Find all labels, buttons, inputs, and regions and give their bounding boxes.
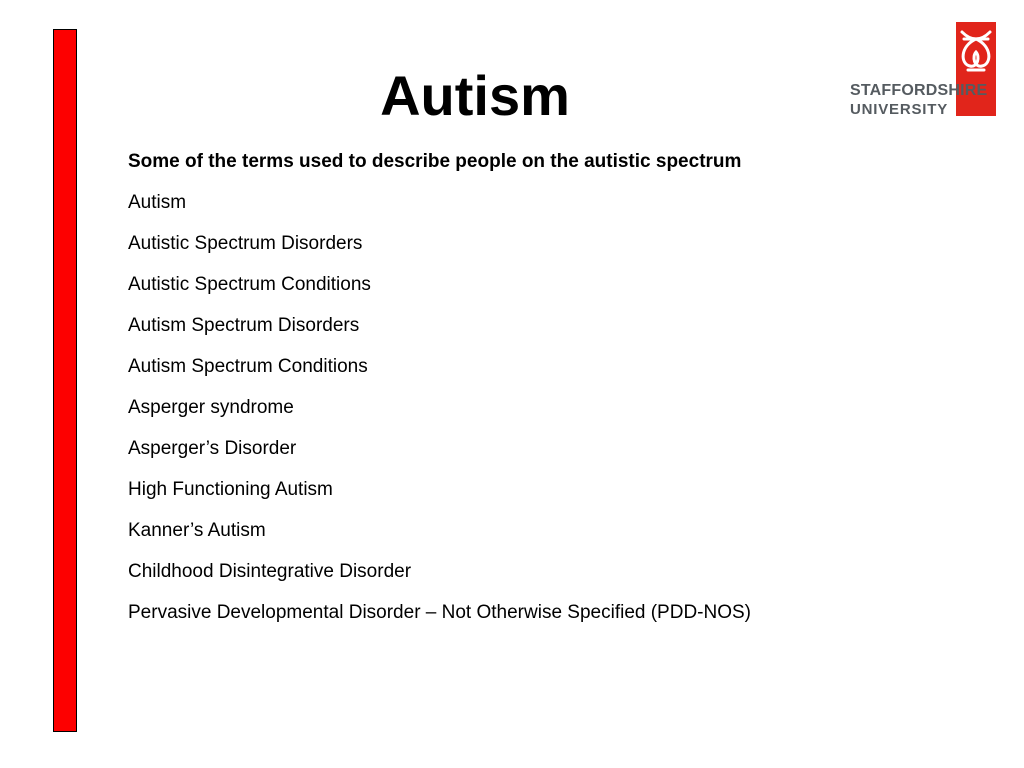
list-item: High Functioning Autism — [128, 479, 333, 500]
list-item: Autism Spectrum Conditions — [128, 356, 368, 377]
list-item: Childhood Disintegrative Disorder — [128, 561, 412, 582]
list-item: Autistic Spectrum Conditions — [128, 274, 371, 295]
knot-crest-icon — [956, 22, 996, 116]
logo-text-staffordshire: STAFFORDSHIRE — [850, 82, 988, 99]
list-item: Asperger syndrome — [128, 397, 294, 418]
terms-heading: Some of the terms used to describe people on the autistic spectrum — [128, 151, 742, 172]
terms-list — [128, 150, 988, 642]
list-item: Autism Spectrum Disorders — [128, 315, 360, 336]
list-item: Autism — [128, 192, 187, 213]
list-item: Kanner’s Autism — [128, 520, 266, 541]
accent-bar — [53, 29, 77, 732]
university-logo — [848, 20, 998, 118]
list-item: Pervasive Developmental Disorder – Not Otherwise Specified (PDD-NOS) — [128, 602, 752, 623]
slide-title: Autism — [380, 64, 570, 127]
logo-mark — [956, 22, 996, 116]
logo-text-university: UNIVERSITY — [850, 101, 949, 118]
list-item: Autistic Spectrum Disorders — [128, 233, 363, 254]
list-item: Asperger’s Disorder — [128, 438, 297, 459]
